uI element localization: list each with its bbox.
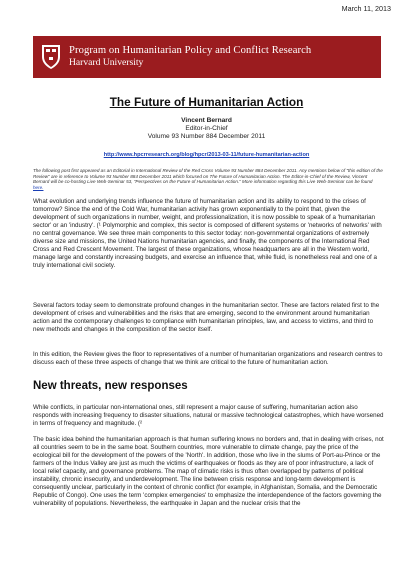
header-banner (33, 36, 381, 78)
author-name: Vincent Bernard (181, 117, 232, 124)
paragraph-intro: What evolution and underlying trends influence the future of humanitarian action and its ability to respond to the crises of tomorrow? Since the end of the Cold War, humanitarian activity has grown exponentially to the point that, given the development of such organizations in number, weight, and professionalization, it is now possible to speak of a 'humanitarian sector' or an 'industry'. (¹ Polymorphic and complex, this sector is composed of different systems or 'networks of networks' with no central governance. We see three main components to this sector today: non-governmental organizations of extremely diverse size and missions, the United Nations humanitarian agencies, and finally, the components of the International Red Cross and Red Crescent Movement. The largest of these organizations, whose headquarters are all in the Western world, manage large and constantly increasing budgets, and exercise an influence that, while fluid, is nonetheless real and one of a truly international civil society. (33, 198, 382, 270)
university-name: Harvard University (69, 57, 144, 68)
paragraph-edition: In this edition, the Review gives the floor to representatives of a number of humanitarian organizations and research centres to discuss each of these three aspects of change that we think are critical to the future of humanitarian action. (33, 351, 383, 367)
section-heading: New threats, new responses (33, 380, 188, 392)
article-title: The Future of Humanitarian Action (109, 95, 304, 109)
editorial-note (33, 168, 383, 190)
more-info-link[interactable]: here. (33, 184, 44, 190)
program-name: Program on Humanitarian Policy and Conflict Research (69, 45, 312, 56)
publication-date: March 11, 2013 (341, 4, 391, 13)
author-role: Editor-in-Chief (185, 125, 228, 132)
paragraph-factors: Several factors today seem to demonstrate profound changes in the humanitarian sector. These are factors related first to the development of crises and vulnerabilities and the risks that are emerging, second to the environment around humanitarian action and the contemporary challenges to compliance with humanitarian principles, law, and access to victims, and third to new methods and changes in the composition of the sector itself. (33, 302, 380, 334)
issue-info: Volume 93 Number 884 December 2011 (147, 133, 266, 140)
harvard-shield-icon (41, 44, 61, 70)
author-block (0, 117, 413, 141)
editorial-note-text: The following post first appeared as an Editorial in International Review of the Red Cross Volume 93 Number 884 December 2011. Any mentions below of "this edition of the Review" are in reference to Volume 93 Number 884 December 2011 which focused on The Future of Humanitarian Action. The Editor-in-Chief of the Review, Vincent Bernard will be co-hosting Live Web-Seminar 53, "Perspectives on the Future of Humanitarian Action." More information regarding this Live Web-Seminar can be found (33, 168, 383, 185)
paragraph-humanitarian-approach: The basic idea behind the humanitarian approach is that human suffering knows no borders and, that in dealing with crises, not all countries seem to be in the same boat. Southern countries, more vulnerable to climate change, pay the price of the ecological bill for the development of the powers of the 'North'. In addition, those who live in the slums of Port-au-Prince or the farmers of the Indus Valley are just as much the victims of earthquakes or floods as they are of poor infrastructure, a lack of local relief capacity, and governance problems. The map of climatic risks is thus often overlapped by patterns of political instability, chronic insecurity, and underdevelopment. The line between crisis response and long-term development is consequently unclear, particularly in the context of chronic conflict (for example, in Afghanistan, Somalia, and the Democratic Republic of Congo). One uses the term 'complex emergencies' to emphasize the interdependence of the factors governing the vulnerability of populations. Nevertheless, the earthquake in Japan and the nuclear crisis that the (33, 436, 384, 508)
article-url-link[interactable]: http://www.hpcrresearch.org/blog/hpcr/2013-03-11/future-humanitarian-action (103, 152, 310, 158)
banner-text (69, 45, 311, 69)
paragraph-conflicts: While conflicts, in particular non-international ones, still represent a major cause of suffering, humanitarian action also responds with increasing frequency to disaster situations, natural or massive technological catastrophes, which have worsened in terms of frequency and magnitude. (² (33, 404, 384, 428)
